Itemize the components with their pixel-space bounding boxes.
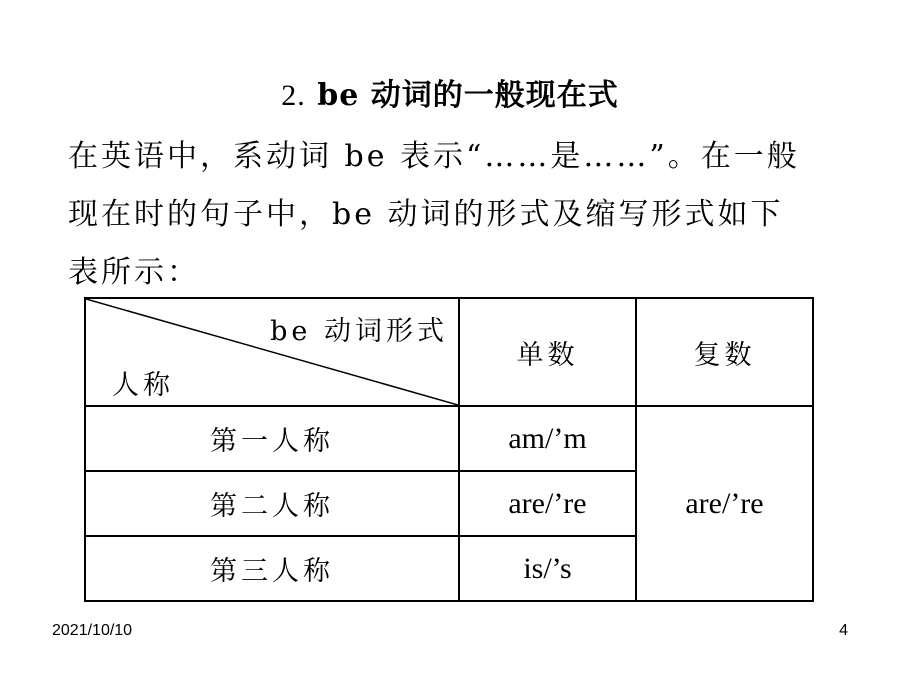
singular-cell: am/’m — [459, 406, 636, 471]
plural-cell: are/’re — [636, 406, 813, 601]
corner-bottom-label: 人称 — [112, 370, 174, 401]
person-cell: 第一人称 — [85, 406, 459, 471]
paragraph-line: 在英语中，系动词 be 表示“……是……”。在一般 — [68, 139, 800, 174]
section-heading — [0, 70, 900, 114]
person-cell: 第二人称 — [85, 471, 459, 536]
table-row — [85, 406, 813, 471]
section-number: 2. — [281, 79, 306, 112]
paragraph-line: 现在时的句子中，be 动词的形式及缩写形式如下 — [68, 197, 784, 232]
person-cell: 第三人称 — [85, 536, 459, 601]
header-singular: 单数 — [459, 298, 636, 406]
intro-paragraph — [68, 128, 848, 302]
be-verb-table — [84, 297, 814, 602]
corner-top-label: be 动词形式 — [270, 316, 448, 347]
header-plural: 复数 — [636, 298, 813, 406]
page-number: 4 — [839, 622, 848, 639]
section-title: be 动词的一般现在式 — [317, 78, 619, 113]
corner-cell — [85, 298, 459, 406]
singular-cell: are/’re — [459, 471, 636, 536]
footer-date: 2021/10/10 — [52, 622, 133, 639]
singular-cell: is/’s — [459, 536, 636, 601]
table-header-row — [85, 298, 813, 406]
paragraph-line: 表所示： — [68, 255, 200, 290]
